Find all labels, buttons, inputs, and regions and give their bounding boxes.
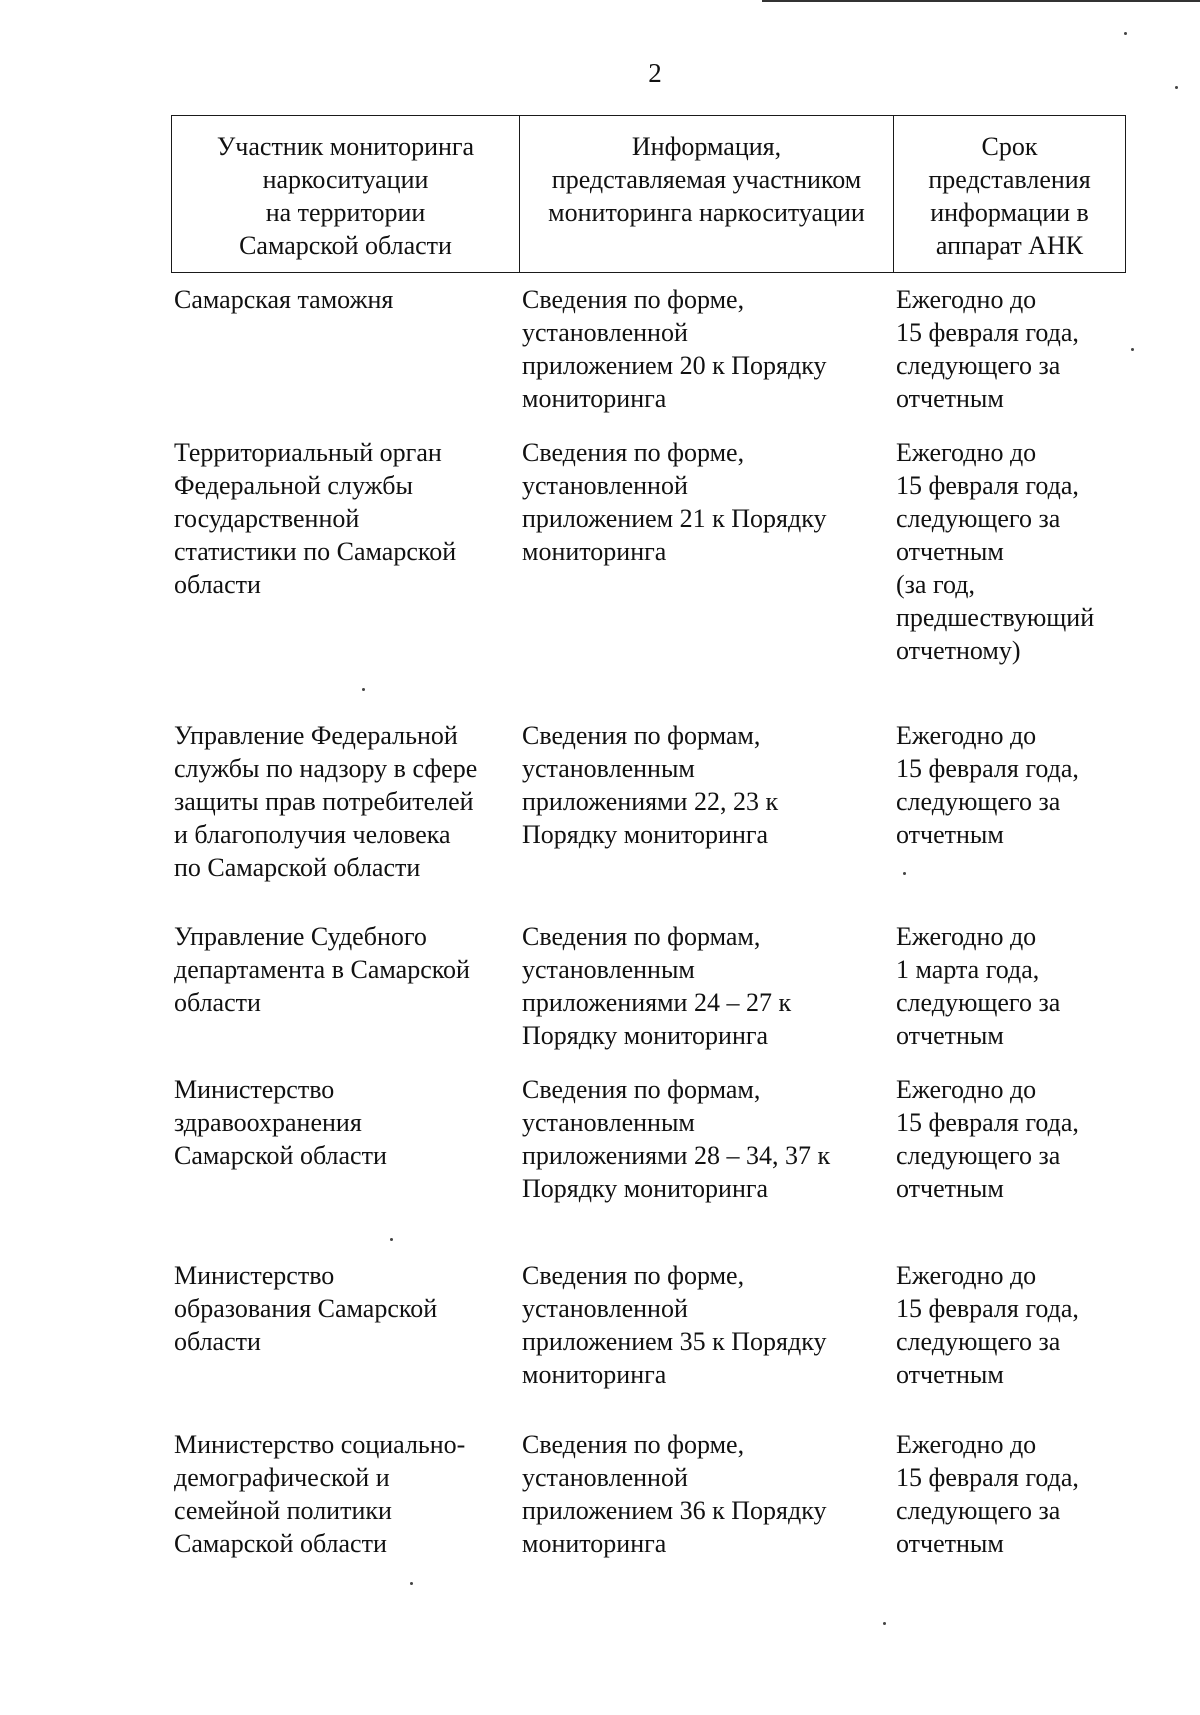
row-information: Сведения по форме, установленной приложением 35 к Порядку мониторинга bbox=[522, 1261, 827, 1389]
row-participant: Самарская таможня bbox=[174, 285, 394, 314]
row-deadline: Ежегодно до 15 февраля года, следующего за отчетным bbox=[896, 721, 1079, 849]
scan-speck bbox=[390, 1238, 393, 1241]
row-participant: Управление Федеральной службы по надзору в сфере защиты прав потребителей и благополучия человека по Самарской области bbox=[174, 721, 478, 882]
row-participant: Управление Судебного департамента в Самарской области bbox=[174, 922, 470, 1017]
row-information: Сведения по форме, установленной приложением 36 к Порядку мониторинга bbox=[522, 1430, 827, 1558]
scan-speck bbox=[883, 1622, 886, 1625]
row-information: Сведения по форме, установленной приложением 20 к Порядку мониторинга bbox=[522, 285, 827, 413]
scan-speck bbox=[903, 872, 906, 875]
row-information: Сведения по формам, установленным приложениями 22, 23 к Порядку мониторинга bbox=[522, 721, 779, 849]
scan-speck bbox=[1131, 348, 1134, 351]
scan-speck bbox=[362, 688, 365, 691]
header-deadline: Срок представления информации в аппарат АНК bbox=[893, 116, 1125, 272]
row-deadline: Ежегодно до 15 февраля года, следующего за отчетным bbox=[896, 285, 1079, 413]
row-deadline: Ежегодно до 15 февраля года, следующего за отчетным bbox=[896, 1430, 1079, 1558]
row-participant: Министерство социально- демографической и семейной политики Самарской области bbox=[174, 1430, 466, 1558]
row-participant: Территориальный орган Федеральной службы государственной статистики по Самарской области bbox=[174, 438, 457, 599]
row-information: Сведения по форме, установленной приложением 21 к Порядку мониторинга bbox=[522, 438, 827, 566]
header-participant: Участник мониторинга наркоситуации на территории Самарской области bbox=[216, 132, 475, 260]
row-deadline: Ежегодно до 15 февраля года, следующего за отчетным bbox=[896, 1075, 1079, 1203]
scan-speck bbox=[1175, 86, 1178, 89]
row-participant: Министерство здравоохранения Самарской области bbox=[174, 1075, 387, 1170]
row-information: Сведения по формам, установленным приложениями 28 – 34, 37 к Порядку мониторинга bbox=[522, 1075, 831, 1203]
row-participant: Министерство образования Самарской области bbox=[174, 1261, 438, 1356]
scan-speck bbox=[410, 1582, 413, 1585]
row-deadline: Ежегодно до 15 февраля года, следующего за отчетным bbox=[896, 1261, 1079, 1389]
header-information: Информация, представляемая участником мониторинга наркоситуации bbox=[519, 116, 893, 272]
row-information: Сведения по формам, установленным приложениями 24 – 27 к Порядку мониторинга bbox=[522, 922, 792, 1050]
row-deadline: Ежегодно до 15 февраля года, следующего за отчетным (за год, предшествующий отчетному) bbox=[896, 438, 1095, 665]
row-deadline: Ежегодно до 1 марта года, следующего за отчетным bbox=[896, 922, 1061, 1050]
page-number: 2 bbox=[648, 58, 662, 88]
scan-speck bbox=[1124, 32, 1127, 35]
